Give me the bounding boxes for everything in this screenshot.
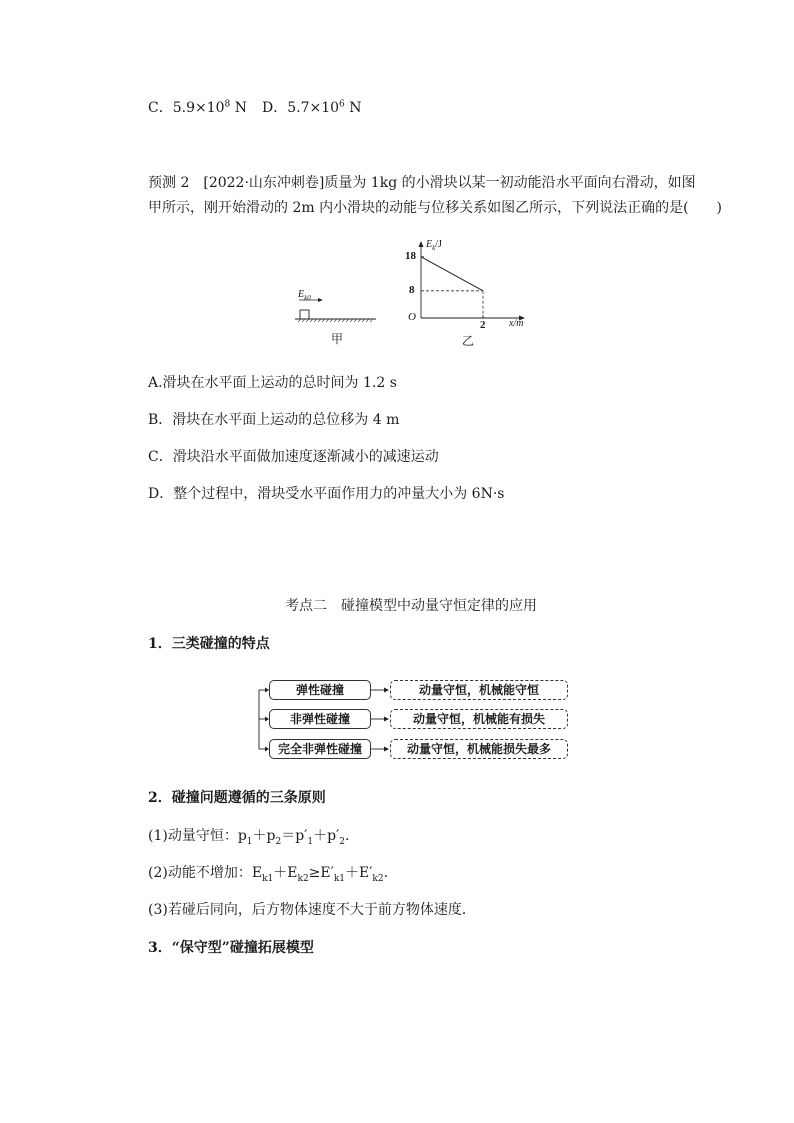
collision-type-elastic: 弹性碰撞 (269, 680, 371, 700)
choice-b: B．滑块在水平面上运动的总位移为 4 m (148, 412, 400, 428)
tick-label-8: 8 (409, 284, 415, 296)
ek0-label: $E_{k0}$ (298, 289, 311, 302)
principle-1: (1)动量守恒：$p_1+p_2=p'_1+p'_2$. (148, 828, 350, 847)
section-item-3: 3．“保守型”碰撞拓展模型 (148, 940, 314, 956)
option-c-top: C．$5.9\times 10^8$ N (148, 99, 247, 116)
y-axis-label: $E_k/J$ (426, 239, 442, 252)
collision-result-perfectly-inelastic: 动量守恒，机械能损失最多 (390, 739, 568, 759)
ground-hatch (298, 319, 373, 322)
section-item-1: 1．三类碰撞的特点 (148, 636, 270, 652)
section-item-2: 2．碰撞问题遵循的三条原则 (148, 790, 326, 806)
figure-jia-caption: 甲 (331, 332, 344, 346)
slider-block (300, 310, 309, 319)
question-line-1: 预测 2 [2022·山东冲刺卷]质量为 1kg 的小滑块以某一初动能沿水平面向右滑动，如图 (148, 175, 696, 191)
collision-type-inelastic: 非弹性碰撞 (269, 709, 371, 729)
choice-d: D．整个过程中，滑块受水平面作用力的冲量大小为 6N·s (148, 486, 505, 502)
tick-label-2: 2 (480, 319, 486, 331)
x-axis-label: x/m (509, 318, 524, 329)
origin-label: O (408, 311, 416, 323)
question-line-2: 甲所示，刚开始滑动的 2m 内小滑块的动能与位移关系如图乙所示，下列说法正确的是( ) (148, 200, 723, 216)
figure-yi-caption: 乙 (462, 334, 475, 348)
collision-result-elastic: 动量守恒，机械能守恒 (390, 680, 568, 700)
tick-label-18: 18 (405, 250, 416, 262)
principle-2: (2)动能不增加：$E_{k1}+E_{k2}\ge E'_{k1}+E'_{k2}$. (148, 865, 389, 884)
collision-result-inelastic: 动量守恒，机械能有损失 (390, 709, 568, 729)
choice-c: C．滑块沿水平面做加速度逐渐减小的减速运动 (148, 449, 439, 465)
y-axis-arrow (419, 241, 424, 247)
choice-a: A.滑块在水平面上运动的总时间为 1.2 s (148, 375, 397, 391)
collision-type-perfectly-inelastic: 完全非弹性碰撞 (269, 739, 371, 759)
principle-3: (3)若碰后同向，后方物体速度不大于前方物体速度． (148, 902, 476, 918)
series-line (421, 257, 483, 291)
option-d-top: D．$5.7\times 10^6$ N (262, 99, 362, 116)
arrow-head (318, 298, 323, 302)
section-title: 考点二 碰撞模型中动量守恒定律的应用 (285, 598, 537, 614)
